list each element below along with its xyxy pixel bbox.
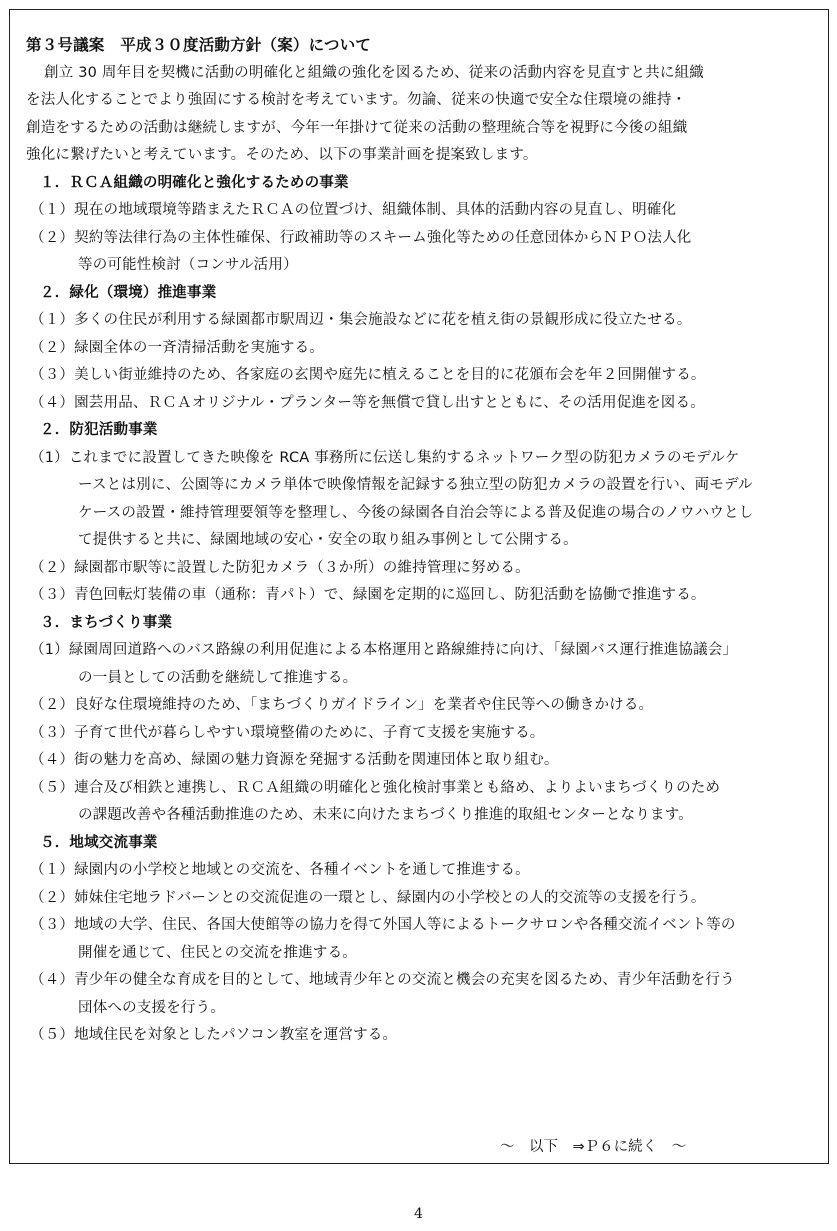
list-item — [26, 582, 832, 610]
section — [26, 170, 832, 280]
list-item-line: （１）現在の地域環境等踏まえたＲＣＡの位置づけ、組織体制、具体的活動内容の見直し、明確化 — [30, 202, 677, 218]
list-item-line: （２）姉妹住宅地ラドバーンとの交流促進の一環とし、緑園内の小学校との人的交流等の支援を行う。 — [30, 889, 706, 906]
list-item-line: （３）青色回転灯装備の車（通称：青パト）で、緑園を定期的に巡回し、防犯活動を協働で推進する。 — [30, 587, 706, 603]
intro-line: 創立 30 周年目を契機に活動の明確化と組織の強化を図るため、従来の活動内容を見直すと共に組織 — [44, 64, 704, 81]
list-item — [26, 362, 832, 390]
list-item — [26, 775, 832, 830]
section — [26, 830, 832, 1050]
list-item-continuation: 団体への支援を行う。 — [78, 999, 225, 1016]
list-item-continuation: の課題改善や各種活動推進のため、未来に向けたまちづくり推進的取組センターとなります。 — [78, 807, 693, 823]
section-heading: ２．防犯活動事業 — [40, 422, 158, 438]
section-heading: ５．地域交流事業 — [40, 834, 158, 851]
list-item-line: （３）子育て世代が暮らしやすい環境整備のために、子育て支援を実施する。 — [30, 724, 545, 741]
list-item — [26, 857, 832, 885]
section — [26, 610, 832, 830]
list-item — [26, 225, 832, 280]
document-body — [26, 32, 832, 1050]
intro-line: 強化に繋げたいと考えています。そのため、以下の事業計画を提案致します。 — [26, 147, 538, 163]
list-item-continuation: の一員としての活動を継続して推進する。 — [78, 669, 358, 686]
list-item-line: （３）美しい街並維持のため、各家庭の玄関や庭先に植えることを目的に花頒布会を年２回開催する。 — [30, 367, 706, 383]
list-item — [26, 912, 832, 967]
list-item-line: （４）青少年の健全な育成を目的として、地域青少年との交流と機会の充実を図るため、青少年活動を行う — [30, 972, 735, 988]
list-item-line: （２）緑園都市駅等に設置した防犯カメラ（３か所）の維持管理に努める。 — [30, 559, 530, 576]
intro-line: を法人化することでより強固にする検討を考えています。勿論、従来の快適で安全な住環境の維持・ — [26, 92, 687, 108]
sections — [26, 170, 832, 1050]
list-item — [26, 967, 832, 1022]
list-item — [26, 307, 832, 335]
section-heading: ３．まちづくり事業 — [40, 614, 173, 631]
list-item-line: （１）緑園内の小学校と地域との交流を、各種イベントを通して推進する。 — [30, 862, 530, 878]
document-frame — [9, 9, 829, 1164]
list-item — [26, 335, 832, 363]
list-item — [26, 197, 832, 225]
list-item-line: （２）良好な住環境維持のため、「まちづくりガイドライン」を業者や住民等への働きかける。 — [30, 697, 654, 713]
intro-paragraph — [26, 60, 832, 170]
continued-note: ～ 以下 ⇒Ｐ６に続く ～ — [500, 1139, 687, 1155]
list-item-line: （２）契約等法律行為の主体性確保、行政補助等のスキーム強化等ための任意団体からＮＰＯ法人化 — [30, 229, 692, 246]
list-item — [26, 555, 832, 583]
list-item-line: （３）地域の大学、住民、各国大使館等の協力を得て外国人等によるトークサロンや各種交流イベント等の — [30, 917, 736, 933]
list-item-continuation: 開催を通じて、住民との交流を推進する。 — [78, 944, 358, 961]
list-item-continuation: ースとは別に、公園等にカメラ単体で映像情報を記録する独立型の防犯カメラの設置を行い、両モデル — [78, 477, 753, 493]
list-item — [26, 692, 832, 720]
list-item-line: （２）緑園全体の一斉清掃活動を実施する。 — [30, 339, 324, 356]
intro-line: 創造をするための活動は継続しますが、今年一年掛けて従来の活動の整理統合等を視野に今後の組織 — [26, 119, 688, 136]
list-item-continuation: ケースの設置・維持管理要領等を整理し、今後の緑園各自治会等による普及促進の場合のノウハウとし — [78, 504, 754, 521]
page-number: 4 — [414, 1206, 423, 1222]
section-heading: ２．緑化（環境）推進事業 — [40, 284, 217, 301]
list-item-line: （1）これまでに設置してきた映像を RCA 事務所に伝送し集約するネットワーク型の防犯カメラのモデルケ — [30, 449, 740, 466]
section — [26, 280, 832, 418]
list-item — [26, 637, 832, 692]
list-item-line: （４）園芸用品、ＲＣＡオリジナル・プランター等を無償で貸し出すとともに、その活用促進を図る。 — [30, 394, 705, 411]
list-item — [26, 885, 832, 913]
list-item-line: （５）地域住民を対象としたパソコン教室を運営する。 — [30, 1027, 398, 1043]
list-item — [26, 1022, 832, 1050]
list-item — [26, 720, 832, 748]
list-item-line: （４）街の魅力を高め、緑園の魅力資源を発掘する活動を関連団体と取り組む。 — [30, 752, 559, 768]
list-item — [26, 445, 832, 555]
document-title: 第３号議案 平成３０度活動方針（案）について — [26, 36, 372, 54]
list-item — [26, 747, 832, 775]
list-item-continuation: て提供すると共に、緑園地域の安心・安全の取り組み事例として公開する。 — [78, 532, 578, 548]
list-item-line: （１）多くの住民が利用する緑園都市駅周辺・集会施設などに花を植え街の景観形成に役立たせる。 — [30, 312, 692, 328]
section — [26, 417, 832, 610]
list-item-line: （５）連合及び相鉄と連携し、ＲＣＡ組織の明確化と強化検討事業とも絡め、よりよいまちづくりのため — [30, 779, 721, 796]
list-item-continuation: 等の可能性検討（コンサル活用） — [78, 257, 298, 273]
section-heading: １．ＲＣＡ組織の明確化と強化するための事業 — [40, 174, 349, 191]
list-item-line: （1）緑園周回道路へのバス路線の利用促進による本格運用と路線維持に向け、「緑園バス運行推進協議会」 — [30, 642, 738, 658]
list-item — [26, 390, 832, 418]
